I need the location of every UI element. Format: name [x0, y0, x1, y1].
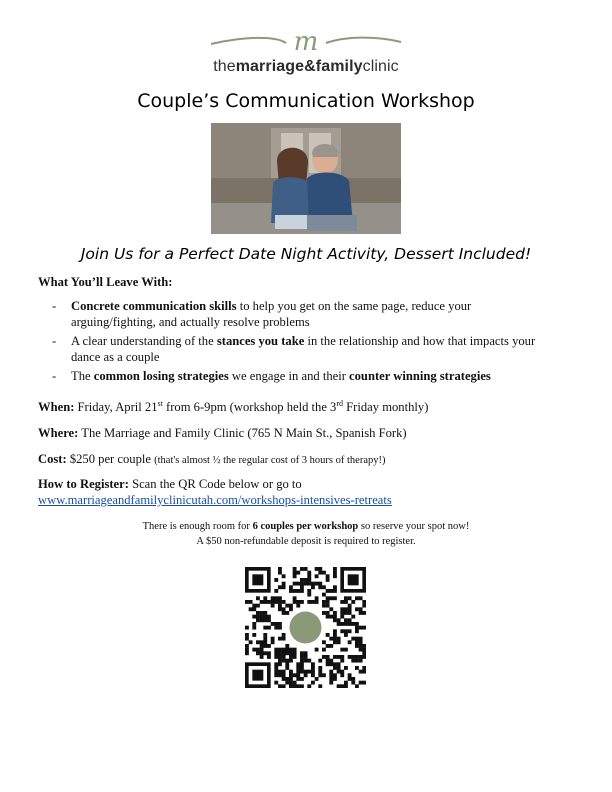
page-title: Couple’s Communication Workshop: [137, 90, 475, 112]
qr-code-icon[interactable]: [245, 567, 366, 688]
clinic-logo: [0, 26, 612, 76]
deposit-note: A $50 non-refundable deposit is required to register.: [196, 536, 416, 547]
when-line: When: Friday, April 21st from 6-9pm (workshop held the 3rd Friday monthly): [38, 398, 429, 414]
register-line: How to Register: Scan the QR Code below or go to: [38, 477, 302, 491]
leave-with-heading: What You’ll Leave With:: [38, 275, 173, 289]
list-item: - Concrete communication skills to help you get on the same page, reduce your arguing/fighting, and actually resolve problems: [52, 299, 472, 329]
couple-photo: [211, 123, 401, 234]
logo-mark-letter: m: [293, 27, 319, 56]
cost-line: Cost: $250 per couple (that's almost ½ the regular cost of 3 hours of therapy!): [38, 452, 386, 466]
register-link[interactable]: www.marriageandfamilyclinicutah.com/workshops-intensives-retreats: [38, 493, 392, 507]
clinic-name: themarriage&familyclinic: [213, 58, 399, 75]
benefits-list: [38, 298, 558, 387]
list-item: - A clear understanding of the stances you take in the relationship and how that impacts your dance as a couple: [52, 334, 536, 364]
where-line: Where: The Marriage and Family Clinic (765 N Main St., Spanish Fork): [38, 426, 407, 440]
tagline: Join Us for a Perfect Date Night Activity, Dessert Included!: [80, 245, 532, 263]
list-item: - The common losing strategies we engage in and their counter winning strategies: [52, 369, 491, 383]
capacity-note: There is enough room for 6 couples per workshop so reserve your spot now!: [142, 521, 470, 532]
qr-logo-icon: [290, 612, 322, 644]
logo-swoosh-icon: [206, 26, 406, 56]
